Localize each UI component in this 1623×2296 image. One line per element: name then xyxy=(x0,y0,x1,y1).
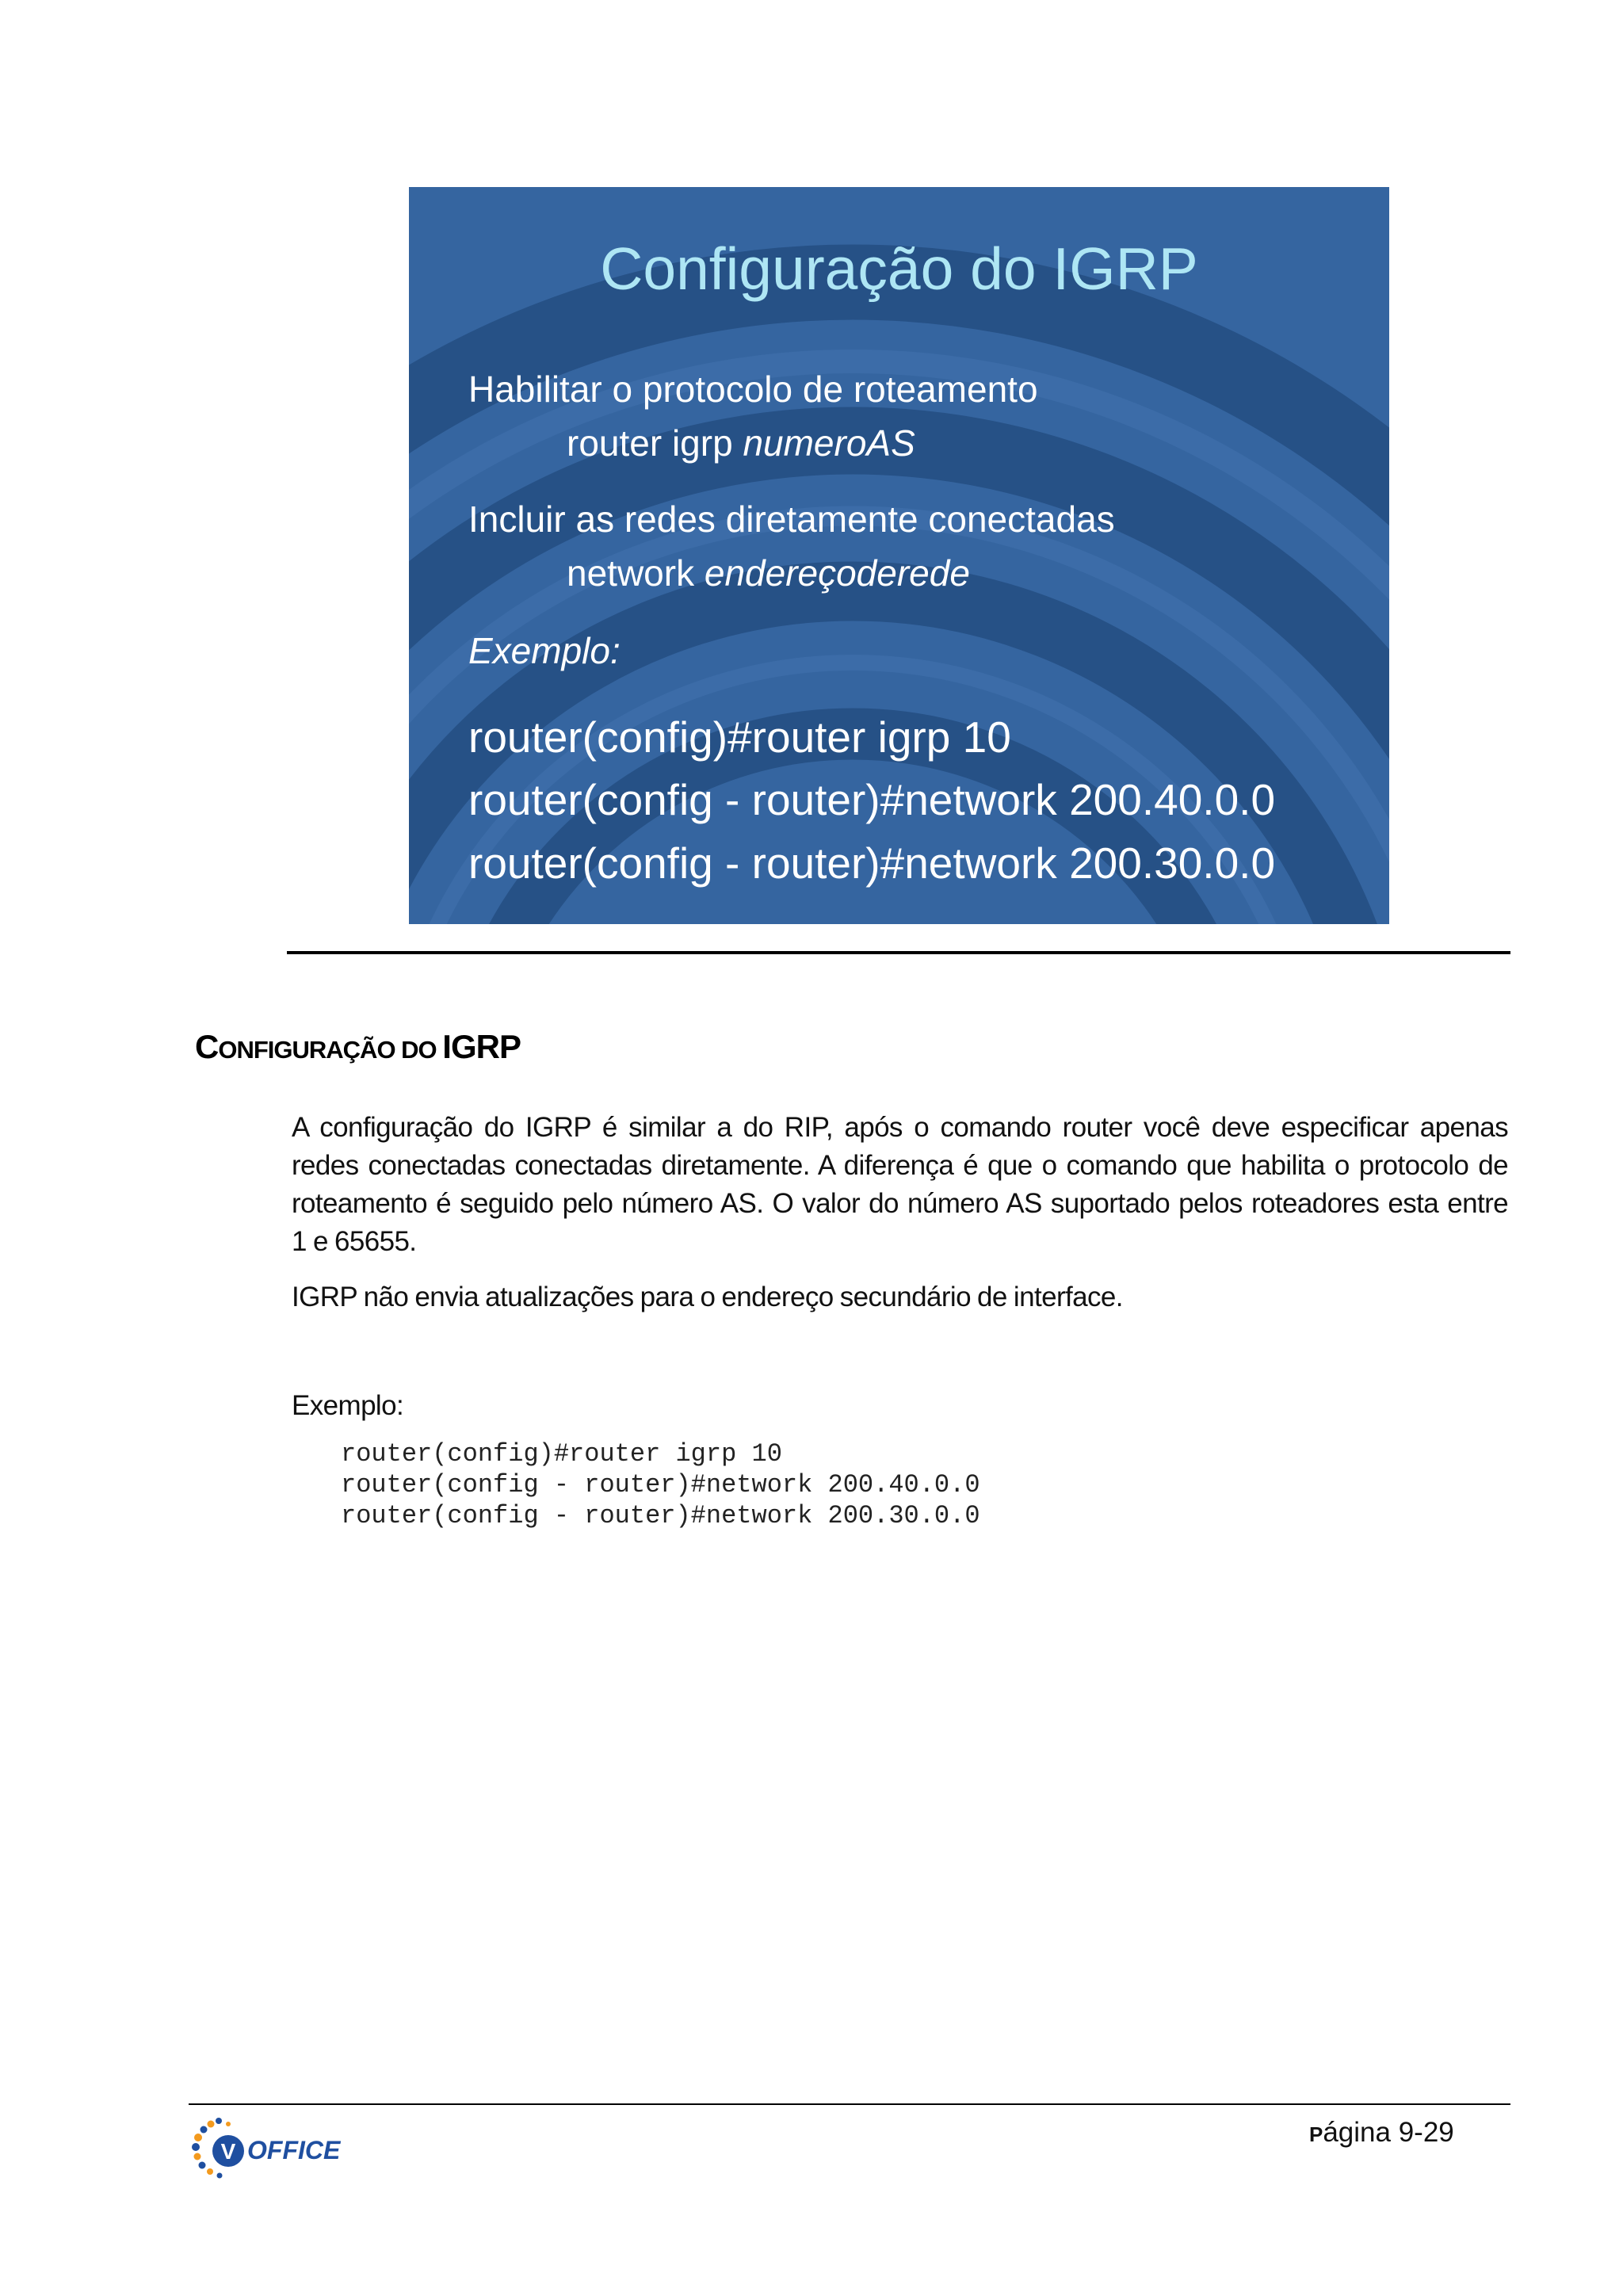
section-heading: CONFIGURAÇÃO DO IGRP xyxy=(195,1028,521,1065)
slide-code-line: router(config - router)#network 200.40.0.0 xyxy=(468,775,1276,824)
paragraph-line: roteamento é seguido pelo número AS. O valor do número AS suportado pelos roteadores esta entre xyxy=(292,1188,1508,1219)
voffice-logo xyxy=(190,2115,357,2183)
paragraph-line: 1 e 65655. xyxy=(292,1226,417,1257)
slide-command-router-igrp: router igrp numeroAS xyxy=(567,422,915,464)
body-paragraph-secondary-address: IGRP não envia atualizações para o endereço secundário de interface. xyxy=(292,1282,1123,1312)
code-line: router(config - router)#network 200.40.0.0 xyxy=(341,1470,980,1499)
divider-footer xyxy=(189,2103,1510,2105)
svg-text:V: V xyxy=(220,2139,236,2164)
page-number: Página 9-29 xyxy=(1309,2117,1454,2148)
code-line: router(config)#router igrp 10 xyxy=(341,1439,782,1469)
code-block xyxy=(341,1438,980,1531)
divider-top xyxy=(287,951,1510,954)
slide-bullet-enable-protocol: Habilitar o protocolo de roteamento xyxy=(468,369,1038,410)
slide-command-network: network endereçoderede xyxy=(567,552,970,594)
code-line: router(config - router)#network 200.30.0.0 xyxy=(341,1501,980,1530)
paragraph-line: redes conectadas conectadas diretamente. A diferença é que o comando que habilita o protocolo de xyxy=(292,1150,1508,1181)
slide-title: Configuração do IGRP xyxy=(600,235,1198,302)
slide-code-line: router(config - router)#network 200.30.0.0 xyxy=(468,839,1276,888)
slide-example-label: Exemplo: xyxy=(468,630,621,671)
svg-text:OFFICE: OFFICE xyxy=(247,2136,341,2164)
example-label: Exemplo: xyxy=(292,1390,404,1421)
slide-code-line: router(config)#router igrp 10 xyxy=(468,712,1011,762)
slide-bullet-include-networks: Incluir as redes diretamente conectadas xyxy=(468,499,1115,540)
body-paragraph-intro xyxy=(292,1109,1508,1261)
slide-image xyxy=(409,187,1389,924)
paragraph-line: A configuração do IGRP é similar a do RIP, após o comando router você deve especificar apenas xyxy=(292,1112,1508,1143)
